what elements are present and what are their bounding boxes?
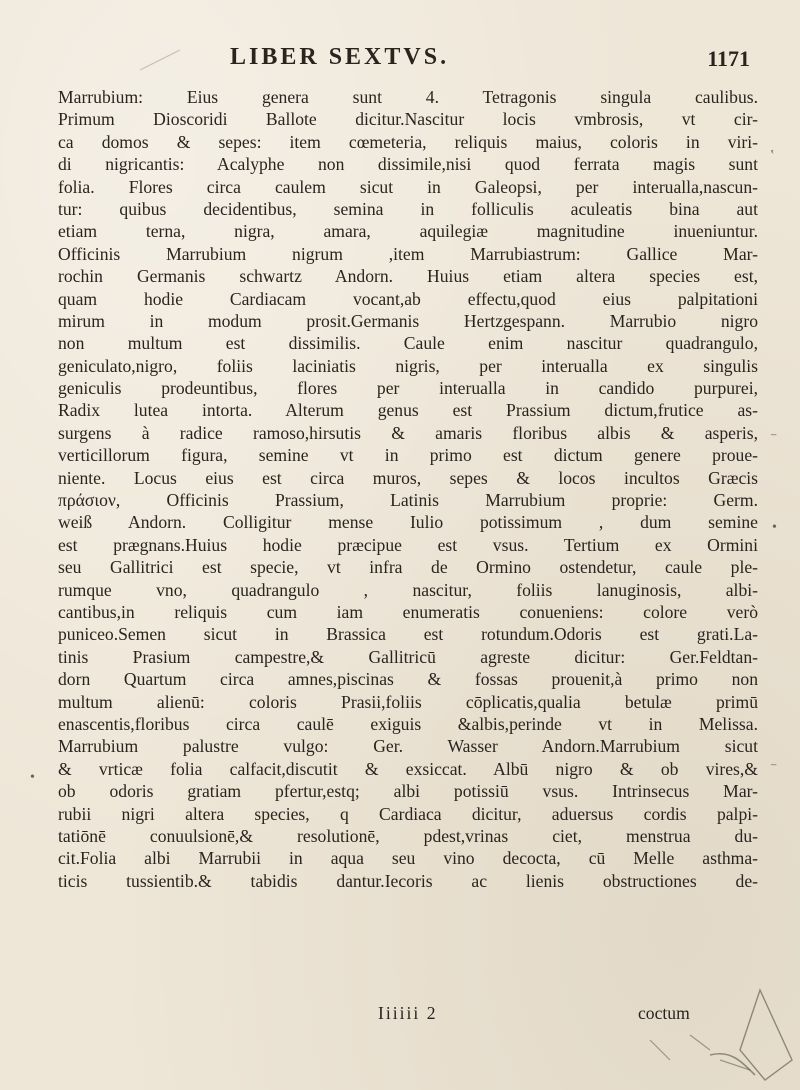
- text-line: folia. Flores circa caulem sicut in Galeopsi, per interualla,nascun-: [58, 176, 758, 197]
- text-line: non multum est dissimilis. Caule enim nascitur quadrangulo,: [58, 333, 758, 354]
- text-line: cit.Folia albi Marrubii in aqua seu vino decocta, cū Melle asthma-: [58, 848, 758, 869]
- signature-mark: Iiiiii 2: [378, 1003, 438, 1023]
- text-line: & vrticæ folia calfacit,discutit & exsiccat. Albū nigro & ob vires,&: [58, 758, 758, 779]
- running-head: [60, 44, 750, 78]
- margin-dot: •: [30, 770, 35, 785]
- page-number: 1171: [707, 46, 750, 71]
- margin-dot: ⁻: [770, 761, 778, 776]
- text-line: multum alienū: coloris Prasii,foliis cōplicatis,qualia betulæ primū: [58, 691, 758, 712]
- text-line: Primum Dioscoridi Ballote dicitur.Nascitur locis vmbrosis, vt cir-: [58, 109, 758, 130]
- text-line: geniculato,nigro, foliis laciniatis nigris, per interualla ex singulis: [58, 355, 758, 376]
- paper-stain-icon: [560, 980, 800, 1090]
- text-line: rumque vno, quadrangulo , nascitur, foliis lanuginosis, albi-: [58, 579, 758, 600]
- text-line: etiam terna, nigra, amara, aquilegiæ magnitudine inueniuntur.: [58, 221, 758, 242]
- text-line: seu Gallitrici est specie, vt infra de Ormino ostendetur, caule ple-: [58, 557, 758, 578]
- text-line: puniceo.Semen sicut in Brassica est rotundum.Odoris est grati.La-: [58, 624, 758, 645]
- text-line: πράσιον, Officinis Prassium, Latinis Marrubium proprie: Germ.: [58, 490, 758, 511]
- catchword: coctum: [638, 1003, 690, 1023]
- text-line: geniculis prodeuntibus, flores per interualla in candido purpurei,: [58, 378, 758, 399]
- text-line: Radix lutea intorta. Alterum genus est Prassium dictum,frutice as-: [58, 400, 758, 421]
- text-line: dorn Quartum circa amnes,piscinas & fossas prouenit,à primo non: [58, 669, 758, 690]
- text-line: tinis Prasium campestre,& Gallitricū agreste dicitur: Ger.Feldtan-: [58, 646, 758, 667]
- body-text: [58, 86, 758, 892]
- text-line: cantibus,in reliquis cum iam enumeratis conueniens: colore verò: [58, 601, 758, 622]
- text-line: di nigricantis: Acalyphe non dissimile,nisi quod ferrata magis sunt: [58, 154, 758, 175]
- margin-dot: •: [772, 520, 777, 535]
- text-line: rubii nigri altera species, q Cardiaca dicitur, aduersus cordis palpi-: [58, 803, 758, 824]
- text-line: tatiōnē conuulsionē,& resolutionē, pdest,vrinas ciet, menstrua du-: [58, 825, 758, 846]
- margin-dot: ⁻: [770, 431, 778, 446]
- text-line: est prægnans.Huius hodie præcipue est vsus. Tertium ex Ormini: [58, 534, 758, 555]
- text-line: rochin Germanis schwartz Andorn. Huius etiam altera species est,: [58, 266, 758, 287]
- running-head-title: LIBER SEXTVS.: [230, 44, 450, 70]
- text-line: tur: quibus decidentibus, semina in folliculis aculeatis bina aut: [58, 198, 758, 219]
- text-line: ticis tussientib.& tabidis dantur.Iecoris ac lienis obstructiones de-: [58, 870, 758, 891]
- text-line: surgens à radice ramoso,hirsutis & amaris floribus albis & asperis,: [58, 422, 758, 443]
- text-line: Officinis Marrubium nigrum ,item Marrubiastrum: Gallice Mar-: [58, 243, 758, 264]
- text-line: weiß Andorn. Colligitur mense Iulio potissimum , dum semine: [58, 512, 758, 533]
- text-line: quam hodie Cardiacam vocant,ab effectu,quod eius palpitationi: [58, 288, 758, 309]
- text-line: niente. Locus eius est circa muros, sepes & locos incultos Græcis: [58, 467, 758, 488]
- text-line: mirum in modum prosit.Germanis Hertzgespann. Marrubio nigro: [58, 310, 758, 331]
- margin-dot: ‛: [770, 148, 775, 163]
- text-line: ca domos & sepes: item cœmeteria, reliquis maius, coloris in viri-: [58, 131, 758, 152]
- text-line: ob odoris gratiam pfertur,estq; albi potissiū vsus. Intrinsecus Mar-: [58, 781, 758, 802]
- text-line: verticillorum figura, semine vt in primo est dictum genere proue-: [58, 445, 758, 466]
- text-line: enascentis,floribus circa caulē exiguis &albis,perinde vt in Melissa.: [58, 713, 758, 734]
- text-line: Marrubium: Eius genera sunt 4. Tetragonis singula caulibus.: [58, 87, 758, 107]
- text-line: Marrubium palustre vulgo: Ger. Wasser Andorn.Marrubium sicut: [58, 736, 758, 757]
